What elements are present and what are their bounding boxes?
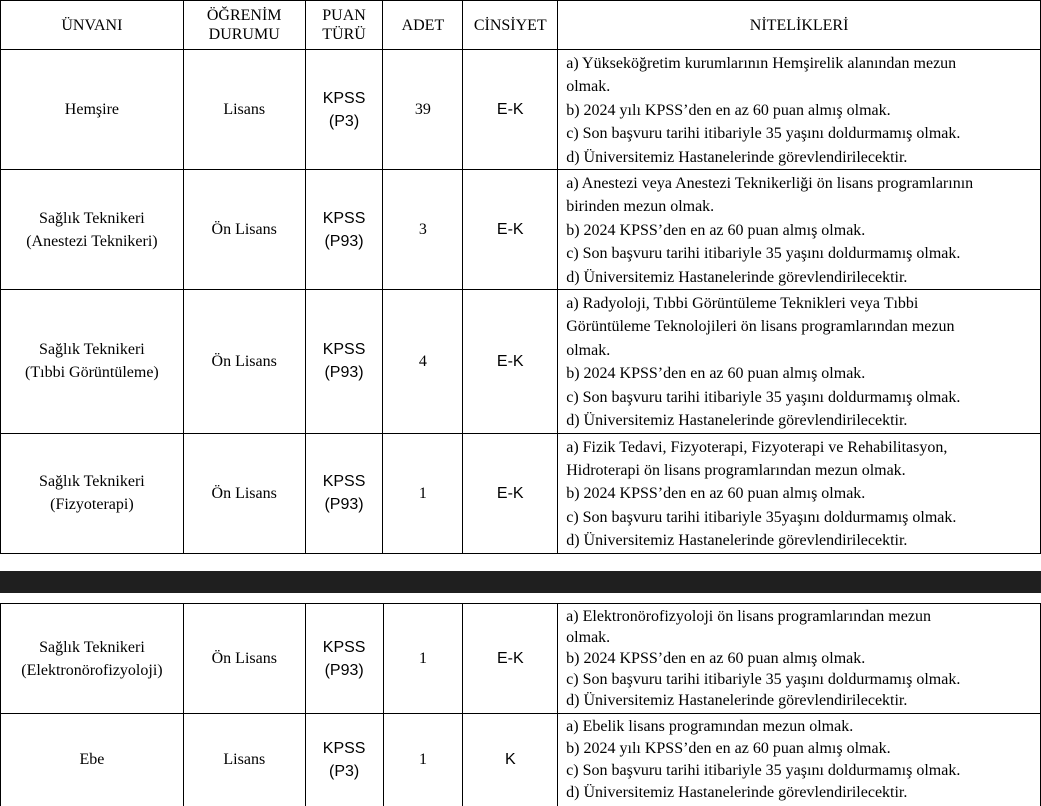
header-row: [1, 1, 1041, 50]
cell-adet: 4: [383, 290, 463, 433]
cell-puan: KPSS (P93): [305, 170, 383, 290]
cell-ogrenim: Lisans: [183, 50, 305, 170]
cell-nitelikler: a) Fizik Tedavi, Fizyoterapi, Fizyoterapi ve Rehabilitasyon, Hidroterapi ön lisans programlarından mezun olmak. b) 2024 KPSS’den en az 60 puan almış olmak. c) Son başvuru tarihi itibariyle 35yaşını doldurmamış olmak. d) Üniversitemiz Hastanelerinde görevlendirilecektir.: [558, 433, 1041, 553]
cell-ogrenim: Ön Lisans: [183, 604, 305, 714]
cell-puan: KPSS (P3): [305, 50, 383, 170]
cell-unvan: Hemşire: [1, 50, 184, 170]
cell-cinsiyet: E-K: [463, 50, 558, 170]
cell-unvan: Sağlık Teknikeri (Tıbbi Görüntüleme): [1, 290, 184, 433]
cell-nitelikler: a) Yükseköğretim kurumlarının Hemşirelik alanından mezun olmak. b) 2024 yılı KPSS’den en az 60 puan almış olmak. c) Son başvuru tarihi itibariyle 35 yaşını doldurmamış olmak. d) Üniversitemiz Hastanelerinde görevlendirilecektir.: [558, 50, 1041, 170]
cell-puan: KPSS (P93): [305, 433, 383, 553]
header-ogrenim: ÖĞRENİM DURUMU: [183, 1, 305, 50]
table-row: [1, 170, 1041, 290]
cell-puan: KPSS (P93): [305, 290, 383, 433]
cell-puan: KPSS (P93): [305, 604, 383, 714]
cell-adet: 1: [383, 714, 463, 806]
cell-cinsiyet: E-K: [463, 170, 558, 290]
cell-ogrenim: Lisans: [183, 714, 305, 806]
header-cinsiyet: CİNSİYET: [463, 1, 558, 50]
table-row: [1, 433, 1041, 553]
cell-adet: 1: [383, 604, 463, 714]
cell-cinsiyet: E-K: [463, 604, 558, 714]
page-separator: [0, 571, 1041, 593]
header-nitelikler: NİTELİKLERİ: [558, 1, 1041, 50]
header-puan: PUAN TÜRÜ: [305, 1, 383, 50]
cell-adet: 3: [383, 170, 463, 290]
cell-unvan: Sağlık Teknikeri (Elektronörofizyoloji): [1, 604, 184, 714]
cell-nitelikler: a) Anestezi veya Anestezi Teknikerliği ön lisans programlarının birinden mezun olmak. b) 2024 KPSS’den en az 60 puan almış olmak. c) Son başvuru tarihi itibariyle 35 yaşını doldurmamış olmak. d) Üniversitemiz Hastanelerinde görevlendirilecektir.: [558, 170, 1041, 290]
positions-table-page-2: [0, 603, 1041, 806]
cell-ogrenim: Ön Lisans: [183, 170, 305, 290]
cell-ogrenim: Ön Lisans: [183, 290, 305, 433]
table-row: [1, 604, 1041, 714]
cell-unvan: Sağlık Teknikeri (Anestezi Teknikeri): [1, 170, 184, 290]
cell-nitelikler: a) Elektronörofizyoloji ön lisans programlarından mezun olmak. b) 2024 KPSS’den en az 60 puan almış olmak. c) Son başvuru tarihi itibariyle 35 yaşını doldurmamış olmak. d) Üniversitemiz Hastanelerinde görevlendirilecektir.: [558, 604, 1041, 714]
cell-puan: KPSS (P3): [305, 714, 383, 806]
cell-cinsiyet: E-K: [463, 290, 558, 433]
cell-cinsiyet: E-K: [463, 433, 558, 553]
table-row: [1, 290, 1041, 433]
cell-unvan: Ebe: [1, 714, 184, 806]
cell-cinsiyet: K: [463, 714, 558, 806]
cell-adet: 39: [383, 50, 463, 170]
cell-unvan: Sağlık Teknikeri (Fizyoterapi): [1, 433, 184, 553]
cell-nitelikler: a) Ebelik lisans programından mezun olmak. b) 2024 yılı KPSS’den en az 60 puan almış olmak. c) Son başvuru tarihi itibariyle 35 yaşını doldurmamış olmak. d) Üniversitemiz Hastanelerinde görevlendirilecektir.: [558, 714, 1041, 806]
header-unvan: ÜNVANI: [1, 1, 184, 50]
table-row: [1, 50, 1041, 170]
cell-adet: 1: [383, 433, 463, 553]
cell-ogrenim: Ön Lisans: [183, 433, 305, 553]
header-adet: ADET: [383, 1, 463, 50]
cell-nitelikler: a) Radyoloji, Tıbbi Görüntüleme Teknikleri veya Tıbbi Görüntüleme Teknolojileri ön lisans programlarından mezun olmak. b) 2024 KPSS’den en az 60 puan almış olmak. c) Son başvuru tarihi itibariyle 35 yaşını doldurmamış olmak. d) Üniversitemiz Hastanelerinde görevlendirilecektir.: [558, 290, 1041, 433]
table-row: [1, 714, 1041, 806]
